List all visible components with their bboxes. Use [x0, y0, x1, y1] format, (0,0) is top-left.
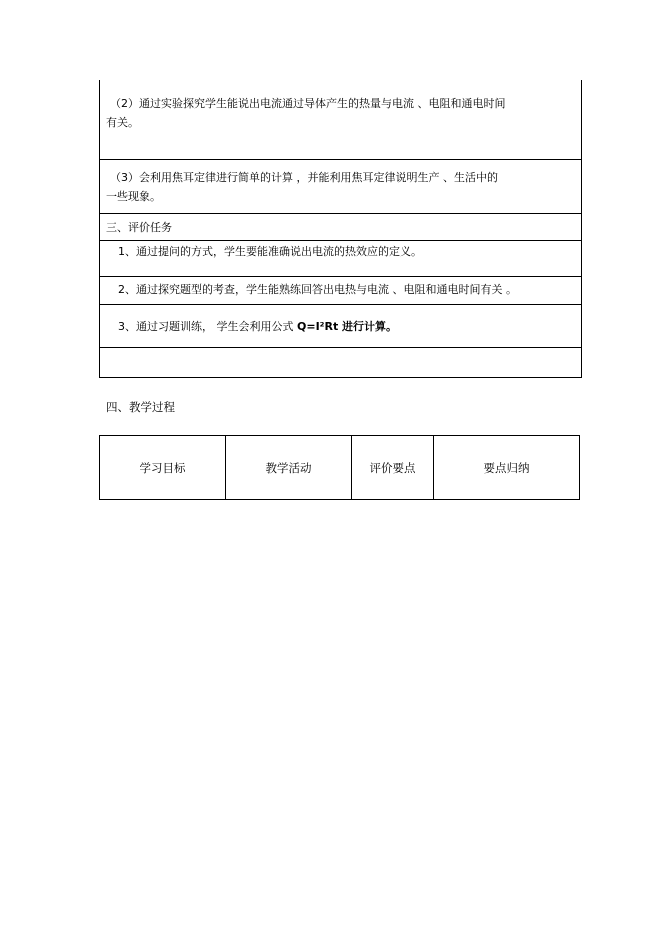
objective-2-line2: 有关。 [106, 116, 139, 129]
task-3-prefix: 3、通过习题训练， 学生会利用公式 [118, 320, 297, 333]
task-1-text: 1、通过提问的方式，学生要能准确说出电流的热效应的定义。 [118, 245, 422, 258]
teaching-process-heading: 四、教学过程 [106, 400, 175, 414]
objective-3-line2: 一些现象。 [106, 190, 161, 203]
task-3-formula: Q=I²Rt 进行计算。 [297, 320, 398, 333]
teaching-process-table [99, 435, 580, 500]
header-teaching-activities: 教学活动 [226, 436, 352, 499]
objective-3-row [100, 160, 581, 214]
header-evaluation-points: 评价要点 [352, 436, 434, 499]
evaluation-section-title: 三、评价任务 [106, 221, 172, 234]
objective-3-line1: （3）会利用焦耳定律进行简单的计算 ，并能利用焦耳定律说明生产 、生活中的 [110, 171, 498, 184]
header-learning-objectives: 学习目标 [100, 436, 226, 499]
task-1-row [100, 241, 581, 277]
header-key-points-summary: 要点归纳 [483, 460, 530, 475]
task-2-text: 2、通过探究题型的考查，学生能熟练回答出电热与电流 、电阻和通电时间有关 。 [118, 283, 517, 296]
evaluation-section-row [100, 214, 581, 241]
objective-2-row [100, 80, 581, 160]
task-3-row [100, 305, 581, 348]
task-3-text [118, 317, 397, 336]
task-2-row [100, 277, 581, 305]
objectives-evaluation-table [99, 80, 582, 378]
empty-row [100, 348, 581, 377]
objective-2-line1: （2）通过实验探究学生能说出电流通过导体产生的热量与电流 、电阻和通电时间 [110, 97, 506, 110]
